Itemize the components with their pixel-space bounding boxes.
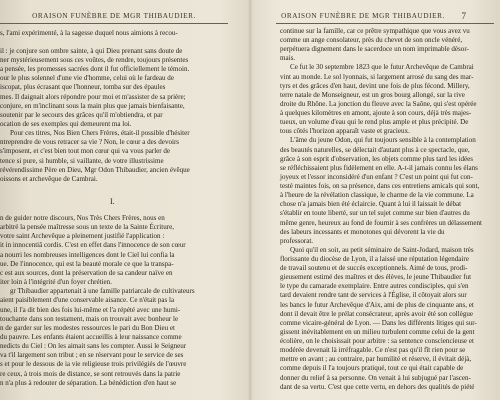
text-line: dant de sa vertu. C'est que cette vertu, en dehors des qualités de piété <box>280 382 475 391</box>
page-number: 7 <box>461 11 466 21</box>
text-line: tard devaient rendre tant de services à l'Église, il côtoyait alors sur <box>280 291 467 300</box>
left-page <box>0 0 248 400</box>
text-line: s, l'ami expérimenté, à la sagesse duquel nous aimions à recou- <box>0 28 178 37</box>
text-line: modérée devenait là irréfragable. Ce n'est pas qu'il fît rien pour se <box>280 346 466 355</box>
text-line: n n'a plus à redouter de séparation. La bénédiction d'en haut se <box>0 378 177 387</box>
right-page <box>252 0 500 400</box>
text-line: florissante du diocèse de Lyon, il a laissé une réputation légendaire <box>280 255 469 263</box>
text-line: même genre, heureux au fond de fournir à ses confrères un délassement <box>280 218 482 227</box>
text-line: de travail soutenu et de succès exceptionnels. Aimé de tous, prodi- <box>280 264 468 273</box>
text-line: chose n'a jamais bien été éclaircie. Quant à lui il laissait le débat <box>280 200 462 209</box>
header-rule <box>0 23 228 24</box>
text-line: comme depuis il l'a toujours pratiqué, tout ce qui était capable de <box>280 364 464 373</box>
text-line: soutenir par le secours des grâces qu'il m'obtiendra, et par <box>0 110 163 119</box>
text-line: gieusement estimé des maîtres et des élèves, le jeune Thibaudier fut <box>280 273 472 282</box>
text-line: Quoi qu'il en soit, au petit séminaire de Saint-Jodard, maison très <box>290 245 474 254</box>
text-line: professorat. <box>280 236 314 245</box>
text-line: s'imposent, et c'est bien tout mon cœur qui va vous parler de <box>0 147 171 156</box>
text-line: droite du Rhône. La jonction du fleuve avec la Saône, qui s'est opérée <box>280 99 477 108</box>
text-line: comme vicaire-général de Lyon. — Dans les différents litiges qui sur- <box>280 318 477 327</box>
header-rule <box>276 23 494 24</box>
text-line: mes. Il daignait alors répondre pour moi et m'assister de sa prière; <box>0 92 186 101</box>
text-line: n de garder sur les modestes ressources le pari du Bon Dieu et <box>0 323 175 332</box>
text-line: touchante dans son testament, mais on trouvait avec bonheur le <box>0 314 179 323</box>
text-line: conjure, en m'inclinant sous la main plus que jamais bienfaisante, <box>0 101 185 110</box>
text-line: Ce fut le 30 septembre 1823 que le futur Archevêque de Cambrai <box>290 63 474 72</box>
text-line: ue. De l'innocence, qui est la beauté morale ce que la transpa- <box>0 259 174 268</box>
text-line: mettre en avant ; au contraire, par humilité et réserve, il évitait déjà, <box>280 355 472 364</box>
running-header: ORAISON FUNÈBRE DE MGR THIBAUDIER. <box>32 12 196 20</box>
text-line: comme un ange consolateur, près du chevet de son oncle vénéré, <box>280 36 463 45</box>
text-line: écolière, on le choisissait pour arbitre : sa sentence consciencieuse et <box>280 337 474 346</box>
text-line: le type du camarade exemplaire. Entre autres condisciples, qui s'en <box>280 282 469 291</box>
text-line: testé maintes fois, on sa présence, dans ces entretiens amicals qui sont, <box>280 182 480 191</box>
text-line: ntreprendre de vous retracer sa vie ? Non, le cœur a des devoirs <box>0 138 180 147</box>
text-line: à quelques kilomètres en amont, ajoute à son cours, déjà très majes- <box>280 109 472 118</box>
text-line: les bancs le futur Archevêque d'Aix, ami de plus de cinquante ans, et <box>280 300 474 309</box>
text-line: Pour ces titres, Nos Bien Chers Frères, était-il possible d'hésiter <box>10 129 190 138</box>
text-line: tueux, un volume d'eau qui le rend plus ample et plus précipité. De <box>280 118 469 127</box>
text-line: terre natale de Monseigneur, est un gros bourg allongé, sur la rive <box>280 90 465 99</box>
text-line: donner du relief à sa personne. On venait à lui subjugué par l'ascen- <box>280 373 471 382</box>
text-line: c est aux sources, dont la préservation de sa candeur naïve en <box>0 268 173 277</box>
text-line: ner mystérieusement sous ces voûtes, de rendre, toujours présentes <box>0 55 189 64</box>
text-line: des beautés naturelles, se délectait d'autant plus à ce spectacle, que, <box>280 145 470 154</box>
text-line: iscopat, plus écrasant que l'honneur, tomba sur des épaules <box>0 83 166 92</box>
text-line: révérendissime Père en Dieu, Mgr Odon Thibaudier, ancien évêque <box>0 165 190 174</box>
text-line: grâce à son esprit d'observation, les objets comme plus tard les idées <box>280 154 474 163</box>
text-line: it in innocentiâ cordis. C'est en effet dans l'innocence de son cœur <box>0 241 186 250</box>
text-line: perpétuera dignement dans le sacerdoce un nom imprimable désor- <box>280 45 469 54</box>
text-line: une, il l'a dit bien des fois lui-même et l'a répété avec une humi- <box>0 305 181 314</box>
text-line: a nourri les nombreuses intelligences dont le Ciel lui confia la <box>0 250 175 259</box>
text-line: à l'heure de la révélation classique, le charme de la vie commune. La <box>280 191 474 200</box>
text-line: du pauvre. Les enfants étaient accueillis à leur naissance comme <box>0 332 182 341</box>
text-line: arbitré la pensée maîtresse sous un texte de la Sainte Écriture, <box>0 223 174 232</box>
text-line: gissent inévitablement en un milieu turbulent comme celui de la gent <box>280 327 475 336</box>
text-line: tence si pure, si humble, si vaillante, de votre illustrissime <box>0 156 164 165</box>
text-line: nedicts du Ciel : On les aimait sans les compter. Aussi le Seigneur <box>0 342 187 351</box>
text-line: re ceux, à trois mois de distance, se sont retrouvés dans la patrie <box>0 369 181 378</box>
text-line: iter loin à l'intégrité d'un foyer chrétien. <box>0 278 112 287</box>
text-line: s et pour le dessous de ia vie religieuse trois privilégiés de l'œuvre <box>0 360 187 369</box>
text-line: va t'il largement son tribut ; en se réservant pour le service de ses <box>0 351 184 360</box>
text-line: ocation de ses exemples qui demeurent ma loi. <box>0 120 132 128</box>
text-line: vint au monde. Le sol lyonnais, si largement arrosé du sang des mar- <box>280 72 474 81</box>
text-line: n de guider notre discours, Nos Très Chers Frères, nous en <box>0 214 165 222</box>
text-line: oissons et archevêque de Cambrai. <box>0 174 98 183</box>
text-line: dont il devait être le prélat consécrateur, après avoir été son collègue <box>280 309 474 318</box>
text-line: continue sur la famille, car ce prêtre sympathique que vous avez vu <box>280 27 470 35</box>
section-numeral: I. <box>110 197 115 206</box>
text-line: se réfléchissaient plus fidèlement en elle. A-t-il jamais connu les élans <box>280 163 478 172</box>
text-line: tous côtés l'horizon apparaît vaste et gracieux. <box>280 127 410 136</box>
text-line: L'âme du jeune Odon, qui fut toujours sensible à la contemplation <box>290 136 476 145</box>
text-line: our le plus solennel d'une vie d'homme, celui où le fardeau de <box>0 74 174 83</box>
running-header: ORAISON FUNÈBRE DE MGR THIBAUDIER. <box>281 12 445 20</box>
text-line: mais. <box>280 54 296 63</box>
text-line: s'établir en toute liberté, sur un tel sujet comme sur bien d'autres du <box>280 209 470 218</box>
text-line: tyrs et des grâces d'en haut, devint une fois de plus fécond. Millery, <box>280 81 470 90</box>
text-line: a pensée, les promesses sacrées dont il fut officiellement le témoin. <box>0 65 190 74</box>
text-line: aient paisiblement d'une conservable aisance. Ce n'était pas la <box>0 296 175 305</box>
text-line: il : je conjure son ombre sainte, à qui Dieu prenant sans doute de <box>0 46 183 55</box>
text-line: joyeux et l'essor inconsidéré d'un enfant ? C'est un point qui fut con- <box>280 172 473 181</box>
text-line: votre saint Archevêque a pleinement justifié l'application : <box>0 232 165 241</box>
text-line: des labeurs incessants et monotones qui dévorent la vie du <box>280 227 445 236</box>
text-line: gr Thibaudier appartenait à une famille patriarcale de cultivateurs <box>10 287 195 296</box>
